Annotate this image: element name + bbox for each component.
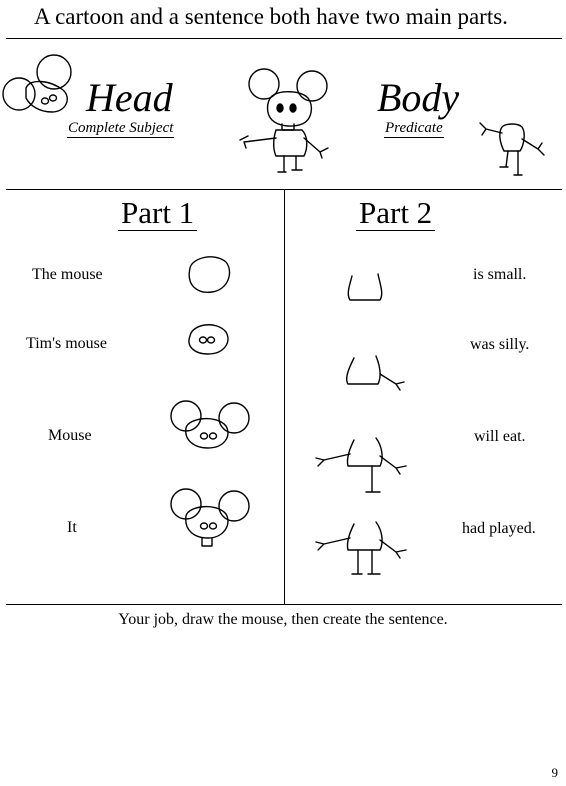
mouse-full-icon: [166, 486, 256, 554]
mouse-body-icon: [306, 432, 416, 498]
row2-subject: Tim's mouse: [26, 335, 107, 352]
mouse-body-icon: [306, 516, 416, 578]
mouse-body-icon: [344, 270, 388, 306]
part1-heading: Part 1: [118, 196, 197, 231]
head-word: Head: [86, 75, 173, 120]
table-bottom-border: [6, 604, 562, 605]
row3-subject: Mouse: [48, 427, 92, 444]
row2-predicate: was silly.: [470, 336, 530, 353]
body-word: Body: [377, 75, 460, 120]
mouse-head-icon: [184, 318, 234, 358]
row4-predicate: had played.: [462, 520, 536, 537]
row1-subject: The mouse: [32, 266, 103, 283]
mouse-full-icon: [166, 398, 256, 452]
instruction-text: Your job, draw the mouse, then create the sentence.: [118, 611, 448, 628]
mouse-full-icon: [228, 66, 348, 178]
body-label: Predicate: [385, 120, 443, 136]
mouse-body-icon: [476, 115, 564, 185]
column-divider: [284, 190, 285, 604]
part2-heading: Part 2: [356, 196, 435, 231]
row1-predicate: is small.: [473, 266, 527, 283]
page-title: A cartoon and a sentence both have two main parts.: [34, 4, 508, 29]
row4-subject: It: [67, 519, 77, 536]
row3-predicate: will eat.: [474, 428, 526, 445]
page-number: 9: [551, 765, 558, 780]
mouse-head-icon: [0, 50, 80, 120]
mouse-body-icon: [340, 352, 420, 396]
title-divider: [6, 38, 562, 39]
mouse-head-icon: [184, 252, 234, 296]
head-label: Complete Subject: [68, 120, 174, 136]
